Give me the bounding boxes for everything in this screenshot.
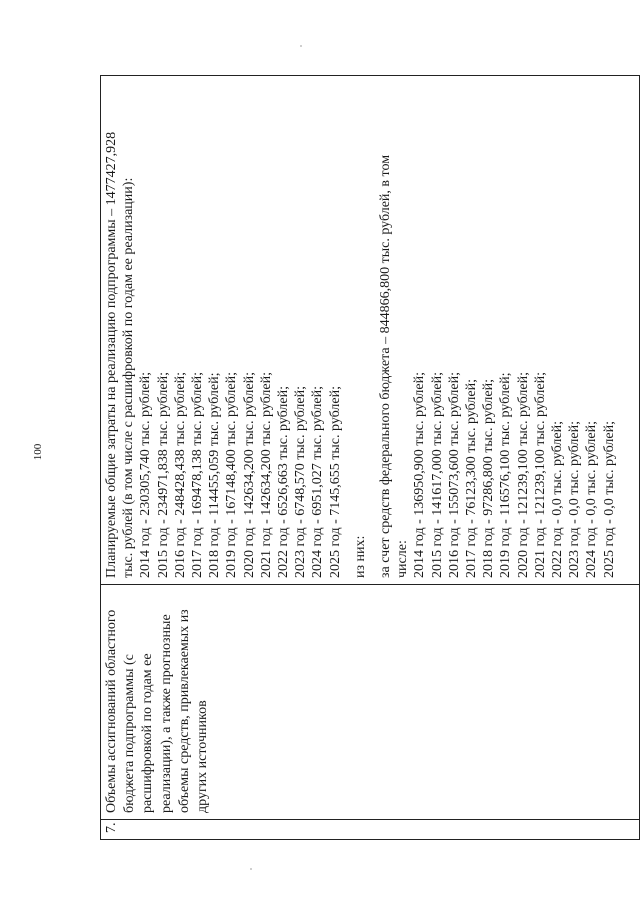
federal-year-line: 2015 год - 141617,000 тыс. рублей; [429, 371, 445, 578]
page-number: 100 [32, 443, 44, 461]
row-number: 7. [101, 819, 639, 839]
total-year-line: 2021 год - 142634,200 тыс. рублей; [258, 371, 274, 578]
row-name-line: других источников [195, 700, 211, 813]
total-year-line: 2017 год - 169478,138 тыс. рублей; [190, 371, 206, 578]
row-name-line: бюджета подпрограммы (с [122, 654, 138, 813]
intro-line: Планируемые общие затраты на реализацию подпрограммы – 1477427,928 [104, 131, 119, 578]
federal-year-line: 2025 год - 0,0 тыс. рублей; [601, 420, 617, 578]
row-name-line: реализации), а также прогнозные [158, 614, 174, 813]
total-year-line: 2022 год - 6526,663 тыс. рублей; [276, 385, 292, 578]
row-name-line: объемы средств, привлекаемых из [176, 609, 192, 813]
federal-line: за счет средств федерального бюджета – 844866,800 тыс. рублей, в том [378, 154, 394, 578]
row-name-line: Объемы ассигнований областного [104, 609, 119, 813]
rotated-page-content [100, 75, 640, 840]
scan-speck [300, 45, 302, 47]
total-year-line: 2018 год - 114455,059 тыс. рублей; [207, 372, 223, 578]
total-year-line: 2020 год - 142634,200 тыс. рублей; [241, 371, 257, 578]
federal-year-line: 2020 год - 121239,100 тыс. рублей; [515, 371, 531, 578]
row-name-line: расшифровкой по годам ее [140, 653, 156, 813]
federal-year-line: 2019 год - 116576,100 тыс. рублей; [498, 372, 514, 578]
federal-year-line: 2018 год - 97286,800 тыс. рублей; [481, 378, 497, 578]
row-name-cell [101, 584, 639, 819]
row-content-cell [101, 76, 639, 584]
of-them-label: из них: [352, 535, 368, 578]
intro-line: тыс. рублей (в том числе с расшифровкой по годам ее реализации): [121, 177, 137, 578]
total-year-line: 2025 год - 7145,655 тыс. рублей; [327, 385, 343, 578]
federal-year-line: 2021 год - 121239,100 тыс. рублей; [532, 371, 548, 578]
program-table [100, 75, 640, 840]
total-year-line: 2016 год - 248428,438 тыс. рублей; [172, 371, 188, 578]
federal-year-line: 2017 год - 76123,300 тыс. рублей; [464, 378, 480, 578]
scan-speck [250, 868, 252, 870]
federal-year-line: 2016 год - 155073,600 тыс. рублей; [446, 371, 462, 578]
total-year-line: 2024 год - 6951,027 тыс. рублей; [310, 385, 326, 578]
federal-line: числе: [395, 540, 411, 578]
total-year-line: 2014 год - 230305,740 тыс. рублей; [138, 371, 154, 578]
federal-year-line: 2022 год - 0,0 тыс. рублей; [550, 420, 566, 578]
total-year-line: 2015 год - 234971,838 тыс. рублей; [155, 371, 171, 578]
federal-year-line: 2024 год - 0,0 тыс. рублей; [584, 420, 600, 578]
total-year-line: 2019 год - 167148,400 тыс. рублей; [224, 371, 240, 578]
total-year-line: 2023 год - 6748,570 тыс. рублей; [293, 385, 309, 578]
federal-year-line: 2023 год - 0,0 тыс. рублей; [567, 420, 583, 578]
federal-year-line: 2014 год - 136950,900 тыс. рублей; [412, 371, 428, 578]
